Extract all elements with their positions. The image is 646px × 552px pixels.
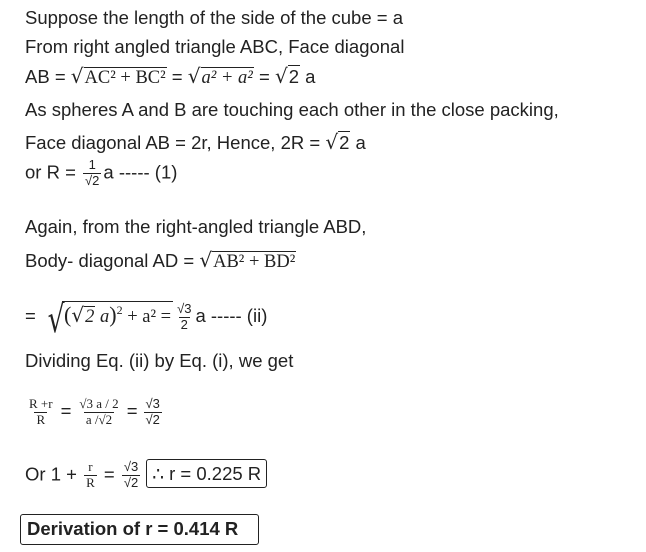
sqrt-ac-bc: √AC² + BC² — [70, 64, 166, 88]
fraction-root3-over-root2-b: $\frac{√3}{√2}$ — [123, 459, 139, 490]
r-prefix: or R = — [25, 161, 82, 183]
eq-ii-tail: a ----- (ii) — [195, 305, 268, 326]
fraction-1-over-root2: $\frac{1}{√2}$ — [85, 157, 100, 188]
sqrt-2-b: √2 — [325, 130, 350, 154]
eq-ii-prefix: = — [25, 305, 36, 326]
fraction-r-over-R: $\frac{r}{R}$ — [86, 459, 95, 490]
fraction-root3a-over-a-root2: $\frac{√3 a / 2}{a /√2}$ — [79, 396, 119, 427]
ratio-eq-2: = — [126, 400, 138, 422]
eq-ii-radicand: (√2 a)$^2$ + a² = — [64, 302, 172, 327]
line-ab-equation — [25, 66, 315, 88]
line-eq-ii — [25, 297, 268, 341]
body-diag-prefix: Body- diagonal AD = — [25, 250, 200, 271]
result-box-r-0225: ∴ r = 0.225 R — [146, 459, 267, 488]
line-cube-side: Suppose the length of the side of the cube = a — [25, 7, 403, 28]
line-abd-intro: Again, from the right-angled triangle ABD, — [25, 216, 367, 237]
ratio-eq-1: = — [60, 400, 72, 422]
equals-1: = — [166, 66, 188, 87]
face-diag-prefix: Face diagonal AB = 2r, Hence, 2R = — [25, 132, 326, 153]
line-r-eq1 — [25, 158, 177, 189]
or-eq: = — [98, 463, 120, 485]
line-body-diagonal — [25, 250, 296, 272]
line-face-diagonal-intro: From right angled triangle ABC, Face diagonal — [25, 36, 405, 57]
ab-prefix: AB = — [25, 66, 71, 87]
fraction-r-plus-r-over-r: $\frac{R +r}{R}$ — [29, 396, 53, 427]
derivation-result-box: Derivation of r = 0.414 R — [20, 514, 259, 545]
line-close-packing: As spheres A and B are touching each other in the close packing, — [25, 99, 559, 120]
line-ratio — [25, 397, 164, 428]
or-prefix: Or 1 + — [25, 463, 83, 485]
ab-tail: a — [299, 66, 316, 87]
line-face-diagonal-2r — [25, 132, 366, 153]
face-diag-tail: a — [350, 132, 366, 153]
fraction-root3-over-2: $\frac{√3}{2}$ — [177, 300, 192, 332]
equals-2: = — [253, 66, 275, 87]
line-or-1-plus — [25, 460, 267, 491]
big-radical-icon: √ — [47, 297, 65, 341]
fraction-root3-over-root2: $\frac{√3}{√2}$ — [145, 396, 160, 427]
sqrt-ab-bd: √AB² + BD² — [199, 248, 296, 272]
r-tail: a ----- (1) — [103, 161, 178, 183]
sqrt-a2-a2: √a² + a² — [187, 64, 253, 88]
sqrt-2-inner: √2 — [71, 303, 95, 327]
sqrt-2: √2 — [274, 64, 299, 88]
line-dividing: Dividing Eq. (ii) by Eq. (i), we get — [25, 350, 294, 371]
